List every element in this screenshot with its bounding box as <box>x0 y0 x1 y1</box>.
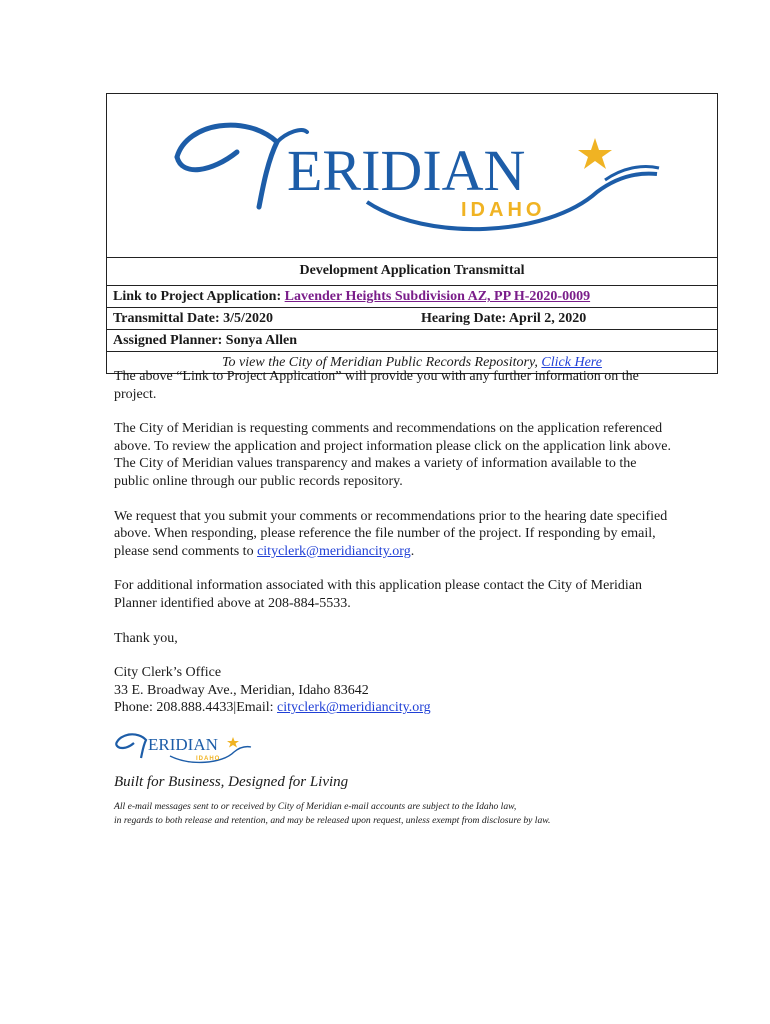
paragraph-3-end: . <box>410 543 415 559</box>
paragraph-1: The above “Link to Project Application” will provide you with any further information on the project. <box>114 369 639 402</box>
project-link-label: Link to Project Application: <box>113 289 282 304</box>
signature-phone: Phone: 208.888.4433|Email: <box>114 700 274 716</box>
small-logo-subtitle: IDAHO <box>196 756 221 762</box>
small-star-icon <box>227 737 239 748</box>
transmittal-header-table <box>106 93 718 374</box>
paragraph-3 <box>114 508 674 561</box>
paragraph-2: The City of Meridian is requesting comments and recommendations on the application referenced above. To review the application and project information please click on the application link above. The City of Meridian values transparency and makes a variety of information available to the public online through our public records repository. <box>114 421 672 489</box>
paragraph-3-text: We request that you submit your comments or recommendations prior to the hearing date specified above. When responding, please reference the file number of the project. If responding by email, please send comments to <box>114 508 668 559</box>
disclaimer-line-1: All e-mail messages sent to or received by City of Meridian e-mail accounts are subject to the Idaho law, <box>114 801 517 812</box>
logo-wordmark: ERIDIAN <box>287 138 526 203</box>
letter-body <box>114 368 674 717</box>
page-title: Development Application Transmittal <box>107 258 717 286</box>
tagline: Built for Business, Designed for Living <box>114 774 349 790</box>
meridian-logo-cell <box>107 94 717 258</box>
project-application-link[interactable]: Lavender Heights Subdivision AZ, PP H-2020-0009 <box>284 289 591 304</box>
dates-row <box>107 308 717 330</box>
signature-address: 33 E. Broadway Ave., Meridian, Idaho 83642 <box>114 682 369 698</box>
small-logo-wordmark: ERIDIAN <box>148 735 218 754</box>
paragraph-4: For additional information associated with this application please contact the City of Meridian Planner identified above at 208-884-5533. <box>114 578 642 611</box>
email-disclaimer <box>114 800 550 828</box>
repository-text: To view the City of Meridian Public Records Repository, <box>222 355 538 370</box>
signature-block <box>114 664 674 717</box>
star-icon <box>578 138 612 169</box>
meridian-small-logo <box>112 728 252 768</box>
hearing-date: Hearing Date: April 2, 2020 <box>421 311 587 326</box>
project-link-row <box>107 286 717 308</box>
signature-contact <box>114 699 674 717</box>
planner-row: Assigned Planner: Sonya Allen <box>107 330 717 352</box>
transmittal-date: Transmittal Date: 3/5/2020 <box>113 311 273 326</box>
logo-subtitle: IDAHO <box>461 199 546 221</box>
email-link[interactable]: cityclerk@meridiancity.org <box>257 543 411 559</box>
signature-email-link[interactable]: cityclerk@meridiancity.org <box>277 700 431 716</box>
thanks-line: Thank you, <box>114 630 178 646</box>
signature-office: City Clerk’s Office <box>114 665 222 681</box>
disclaimer-line-2: in regards to both release and retention, and may be released upon request, unless exempt from disclosure by law. <box>114 815 551 826</box>
repository-link[interactable]: Click Here <box>541 355 602 370</box>
meridian-logo <box>167 102 667 252</box>
